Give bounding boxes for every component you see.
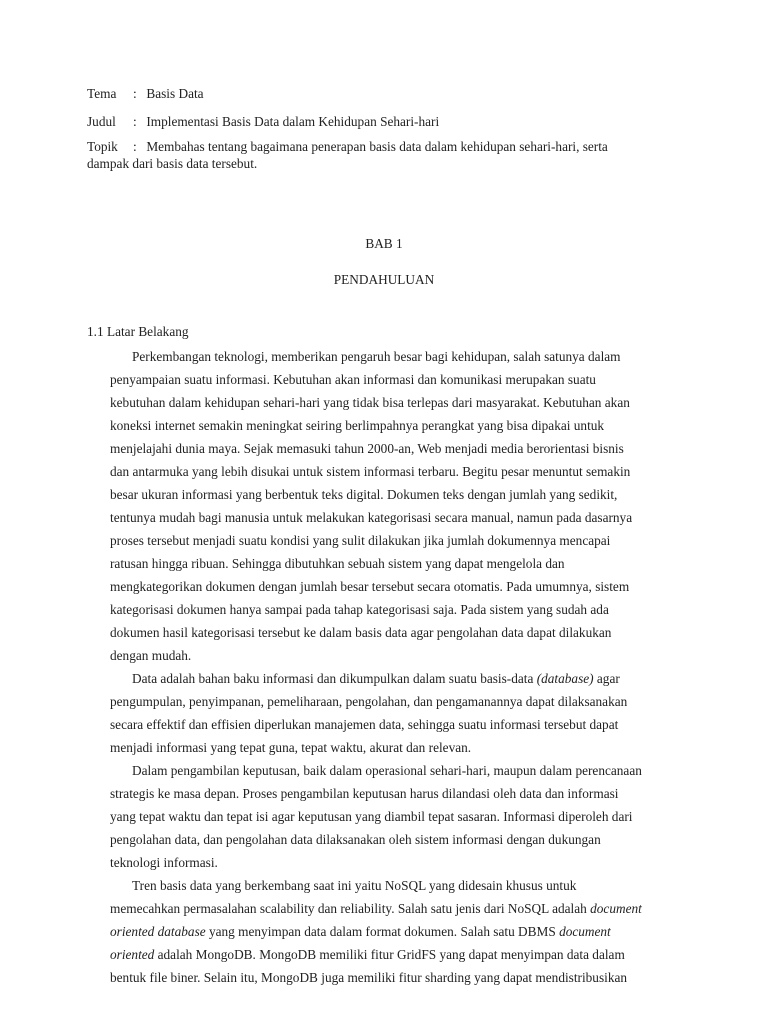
p4-line: [110, 897, 670, 920]
tema-row: [87, 82, 687, 105]
topik-value-line-1: Membahas tentang bagaimana penerapan basis data dalam kehidupan sehari-hari, serta: [146, 139, 608, 154]
tema-separator: :: [133, 86, 137, 101]
p4-line: Tren basis data yang berkembang saat ini yaitu NoSQL yang didesain khusus untuk: [132, 878, 577, 893]
p4-emphasis: oriented database: [110, 924, 206, 939]
p1-line: dengan mudah.: [110, 648, 192, 663]
p2-emphasis: (database): [536, 671, 594, 686]
p1-line: dokumen hasil kategorisasi tersebut ke dalam basis data agar pengolahan data dapat dilakukan: [110, 625, 612, 640]
p2-text: Data adalah bahan baku informasi dan dikumpulkan dalam suatu basis-data: [132, 671, 537, 686]
p4-line: [110, 943, 670, 966]
p4-text: yang menyimpan data dalam format dokumen. Salah satu DBMS: [205, 924, 560, 939]
p3-line: Dalam pengambilan keputusan, baik dalam operasional sehari-hari, maupun dalam perencanaan: [132, 763, 642, 778]
p3-line: pengolahan data, dan pengolahan data dilaksanakan oleh sistem informasi dengan dukungan: [110, 832, 601, 847]
p4-text: memecahkan permasalahan scalability dan reliability. Salah satu jenis dari NoSQL adalah: [110, 901, 591, 916]
p1-line: besar ukuran informasi yang berbentuk teks digital. Dokumen teks dengan jumlah yang sedikit,: [110, 487, 618, 502]
p2-line: pengumpulan, penyimpanan, pemeliharaan, pengolahan, dan pengamanannya dapat dilaksanakan: [110, 694, 628, 709]
topik-separator: :: [133, 139, 137, 154]
p2-line: [110, 667, 670, 690]
p1-line: proses tersebut menjadi suatu kondisi yang sulit dilakukan jika jumlah dokumennya mencapai: [110, 533, 611, 548]
p4-text: adalah MongoDB. MongoDB memiliki fitur GridFS yang dapat menyimpan data dalam: [154, 947, 625, 962]
topik-label: Topik: [87, 139, 118, 154]
p1-line: dan antarmuka yang lebih disukai untuk sistem informasi terbaru. Begitu pesar menuntut semakin: [110, 464, 631, 479]
p2-line: menjadi informasi yang tepat guna, tepat waktu, akurat dan relevan.: [110, 740, 472, 755]
judul-separator: :: [133, 114, 137, 129]
p4-emphasis: document: [590, 901, 642, 916]
paragraph-3: [110, 759, 670, 874]
judul-value: Implementasi Basis Data dalam Kehidupan Sehari-hari: [146, 114, 440, 129]
body-text: [110, 345, 670, 989]
p2-text: agar: [593, 671, 620, 686]
p1-line: mengkategorikan dokumen dengan jumlah besar tersebut secara otomatis. Pada umumnya, sistem: [110, 579, 630, 594]
chapter-title: PENDAHULUAN: [333, 272, 435, 287]
p2-line: secara effektif dan effisien diperlukan manajemen data, sehingga suatu informasi tersebut dapat: [110, 717, 619, 732]
p1-line: ratusan hingga ribuan. Sehingga dibutuhkan sebuah sistem yang dapat mengelola dan: [110, 556, 565, 571]
p3-line: strategis ke masa depan. Proses pengambilan keputusan harus dilandasi oleh data dan informasi: [110, 786, 619, 801]
p1-line: tentunya mudah bagi manusia untuk melakukan kategorisasi secara manual, namun pada dasarnya: [110, 510, 633, 525]
topik-row: [87, 138, 687, 172]
meta-block: [87, 82, 687, 172]
p4-emphasis: oriented: [110, 947, 155, 962]
judul-label: Judul: [87, 114, 116, 129]
p3-line: yang tepat waktu dan tepat isi agar keputusan yang diambil tepat sasaran. Informasi diperoleh dari: [110, 809, 633, 824]
section-heading: 1.1 Latar Belakang: [87, 324, 189, 339]
p1-line: Perkembangan teknologi, memberikan pengaruh besar bagi kehidupan, salah satunya dalam: [132, 349, 621, 364]
p1-line: koneksi internet semakin meningkat seiring berlimpahnya perangkat yang bisa dipakai untuk: [110, 418, 605, 433]
p1-line: kebutuhan dalam kehidupan sehari-hari yang tidak bisa terlepas dari masyarakat. Kebutuhan akan: [110, 395, 630, 410]
p1-line: penyampaian suatu informasi. Kebutuhan akan informasi dan komunikasi merupakan suatu: [110, 372, 596, 387]
paragraph-1: [110, 345, 670, 667]
p4-line: [110, 920, 670, 943]
tema-value: Basis Data: [146, 86, 204, 101]
p3-line: teknologi informasi.: [110, 855, 218, 870]
p1-line: menjelajahi dunia maya. Sejak memasuki tahun 2000-an, Web menjadi media berorientasi bisnis: [110, 441, 624, 456]
p4-line: bentuk file biner. Selain itu, MongoDB juga memiliki fitur sharding yang dapat mendistribusikan: [110, 970, 628, 985]
paragraph-2: [110, 667, 670, 759]
p4-emphasis: document: [559, 924, 611, 939]
judul-row: [87, 110, 687, 133]
paragraph-4: [110, 874, 670, 989]
p1-line: kategorisasi dokumen hanya sampai pada tahap kategorisasi saja. Pada sistem yang sudah ada: [110, 602, 609, 617]
topik-value-line-2: dampak dari basis data tersebut.: [87, 156, 258, 171]
chapter-number: BAB 1: [365, 236, 403, 251]
tema-label: Tema: [87, 86, 117, 101]
